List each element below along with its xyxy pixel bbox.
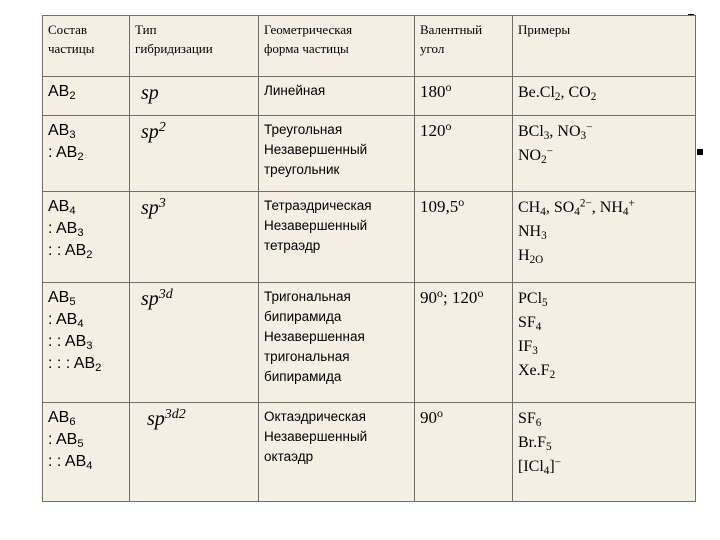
cell-line: [ICl$_4$]− [518, 456, 562, 477]
cell-line: Незавершенная [264, 329, 365, 344]
cell-line: треугольник [264, 162, 340, 177]
geometry-cell [259, 283, 415, 403]
examples-cell [513, 116, 696, 192]
composition-cell [43, 403, 130, 502]
cell-line: $SF_4$ [518, 314, 542, 333]
cell-line: BCl$_3$, $NO_3^-$ [518, 121, 593, 142]
composition-cell [43, 77, 130, 116]
cell-line: $H_{2O}$ [518, 247, 544, 266]
table-row [43, 403, 696, 502]
cell-line: Линейная [264, 83, 326, 98]
cell-line: $IF_3$ [518, 338, 538, 357]
cell-line: : $AB_4$ [48, 311, 84, 330]
cell-line: $SF_6$ [518, 410, 542, 429]
cell-line: $AB_2$ [48, 83, 76, 102]
cell-line: Незавершенный [264, 142, 368, 157]
cell-line: : : $AB_3$ [48, 333, 93, 352]
cell-line: $sp^{3d}$ [141, 287, 173, 310]
cell-line: частицы [48, 41, 95, 56]
header-valence-angle [415, 16, 513, 77]
cell-line: бипирамида [264, 309, 342, 324]
cell-line: $AB_3$ [48, 122, 76, 141]
cell-line: : : $AB_2$ [48, 242, 93, 261]
cell-line: : $AB_5$ [48, 431, 84, 450]
examples-cell [513, 192, 696, 283]
cell-line: Геометрическая [264, 22, 353, 37]
cell-line: форма частицы [264, 41, 349, 56]
cell-line: : $AB_3$ [48, 220, 84, 239]
angle-cell [415, 192, 513, 283]
cell-line: $Xe.F_2$ [518, 362, 556, 381]
cell-line: : $AB_2$ [48, 144, 84, 163]
cell-line: : : : $AB_2$ [48, 355, 102, 374]
hybridization-cell [130, 403, 259, 502]
cell-line: бипирамида [264, 369, 342, 384]
cell-line: тригональная [264, 349, 350, 364]
cell-line: 180$^o$ [420, 80, 452, 101]
composition-cell [43, 283, 130, 403]
composition-cell [43, 192, 130, 283]
cell-line: $AB_4$ [48, 198, 76, 217]
hybridization-cell [130, 116, 259, 192]
cell-line: Тип [135, 22, 157, 37]
table-row [43, 192, 696, 283]
cell-line: $sp^{3d2}$ [147, 407, 186, 430]
geometry-cell [259, 192, 415, 283]
cell-line: гибридизации [135, 41, 213, 56]
examples-cell [513, 403, 696, 502]
cell-line: Состав [48, 22, 88, 37]
geometry-cell [259, 403, 415, 502]
cell-line: Незавершенный [264, 218, 368, 233]
cell-line: sp [141, 82, 159, 104]
cell-line: 90$^o$ [420, 406, 443, 427]
cell-line: $sp^2$ [141, 120, 166, 143]
table-row [43, 116, 696, 192]
cell-line: $AB_6$ [48, 409, 76, 428]
cell-line: $sp^3$ [141, 196, 166, 219]
cell-line: $Br.F_5$ [518, 434, 552, 453]
cell-line: $AB_5$ [48, 289, 76, 308]
examples-cell [513, 283, 696, 403]
angle-cell [415, 116, 513, 192]
header-composition [43, 16, 130, 77]
cell-line: $CH_4$, $SO_4^{2-}$, $NH_4^+$ [518, 197, 635, 218]
cell-line: Октаэдрическая [264, 409, 366, 424]
geometry-cell [259, 116, 415, 192]
cell-line: PCl$_5$ [518, 290, 548, 309]
composition-cell [43, 116, 130, 192]
cell-line: Тригональная [264, 289, 351, 304]
table-row [43, 77, 696, 116]
cell-line: Тетраэдрическая [264, 198, 372, 213]
geometry-cell [259, 77, 415, 116]
hybridization-cell [130, 192, 259, 283]
angle-cell [415, 77, 513, 116]
cell-line: 90$^o$; 120$^o$ [420, 286, 484, 307]
cell-line: тетраэдр [264, 238, 321, 253]
cell-line: : : $AB_4$ [48, 453, 93, 472]
table-header-row [43, 16, 696, 77]
cell-line: Примеры [518, 22, 571, 37]
examples-cell [513, 77, 696, 116]
cell-line: Незавершенный [264, 429, 368, 444]
header-hybridization [130, 16, 259, 77]
header-examples [513, 16, 696, 77]
angle-cell [415, 283, 513, 403]
cell-line: $NH_3$ [518, 223, 547, 242]
cell-line: октаэдр [264, 449, 314, 464]
side-marker [697, 149, 703, 155]
cell-line: $Be.Cl_2$, $CO_2$ [518, 84, 597, 103]
cell-line: Треугольная [264, 122, 343, 137]
angle-cell [415, 403, 513, 502]
hybridization-cell [130, 283, 259, 403]
cell-line: угол [420, 41, 445, 56]
cell-line: $NO_2^-$ [518, 145, 554, 166]
hybridization-table [42, 15, 696, 502]
hybridization-cell [130, 77, 259, 116]
cell-line: 120$^o$ [420, 119, 452, 140]
table-row [43, 283, 696, 403]
cell-line: 109,5$^o$ [420, 195, 465, 216]
header-geometry [259, 16, 415, 77]
cell-line: Валентный [420, 22, 483, 37]
